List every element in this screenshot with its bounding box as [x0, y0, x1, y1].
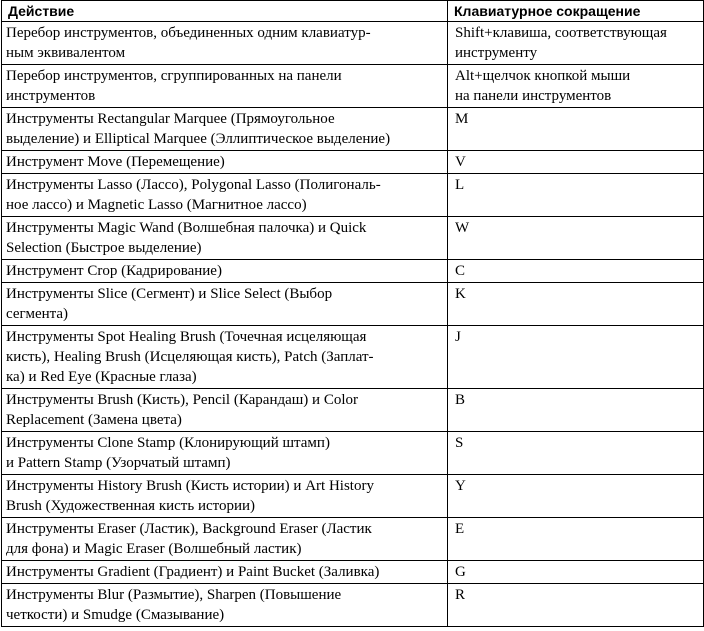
shortcut-cell: E: [448, 518, 704, 561]
header-action: Действие: [2, 1, 448, 22]
table-row: [2, 174, 704, 217]
shortcut-cell: V: [448, 151, 704, 174]
action-cell: Инструменты Magic Wand (Волшебная палочка) и Quick Selection (Быстрое выделение): [2, 217, 448, 260]
action-cell: Инструменты Slice (Сегмент) и Slice Select (Выбор сегмента): [2, 283, 448, 326]
action-cell: Инструменты Blur (Размытие), Sharpen (Повышение четкости) и Smudge (Смазывание): [2, 584, 448, 627]
shortcuts-table: [1, 0, 704, 627]
action-cell: Инструменты Clone Stamp (Клонирующий штамп) и Pattern Stamp (Узорчатый штамп): [2, 432, 448, 475]
shortcut-cell: C: [448, 260, 704, 283]
action-cell: Инструменты Eraser (Ластик), Background Eraser (Ластик для фона) и Magic Eraser (Волшебный ластик): [2, 518, 448, 561]
table-row: [2, 475, 704, 518]
header-row: [2, 1, 704, 22]
shortcut-cell: B: [448, 389, 704, 432]
table-row: [2, 22, 704, 65]
action-cell: Инструменты Gradient (Градиент) и Paint Bucket (Заливка): [2, 561, 448, 584]
shortcut-cell: W: [448, 217, 704, 260]
shortcut-cell: S: [448, 432, 704, 475]
table-row: [2, 260, 704, 283]
action-cell: Инструменты Rectangular Marquee (Прямоугольное выделение) и Elliptical Marquee (Эллиптическое выделение): [2, 108, 448, 151]
table-row: [2, 151, 704, 174]
shortcut-cell: R: [448, 584, 704, 627]
action-cell: Перебор инструментов, объединенных одним клавиатур- ным эквивалентом: [2, 22, 448, 65]
table-row: [2, 389, 704, 432]
shortcut-cell: Alt+щелчок кнопкой мыши на панели инструментов: [448, 65, 704, 108]
shortcut-cell: L: [448, 174, 704, 217]
shortcut-cell: M: [448, 108, 704, 151]
header-shortcut: Клавиатурное сокращение: [448, 1, 704, 22]
action-cell: Инструменты History Brush (Кисть истории) и Art History Brush (Художественная кисть истории): [2, 475, 448, 518]
table-row: [2, 108, 704, 151]
action-cell: Инструменты Lasso (Лассо), Polygonal Lasso (Полигональ- ное лассо) и Magnetic Lasso (Магнитное лассо): [2, 174, 448, 217]
shortcut-cell: Shift+клавиша, соответствующая инструменту: [448, 22, 704, 65]
shortcut-cell: G: [448, 561, 704, 584]
shortcut-cell: J: [448, 326, 704, 389]
table-row: [2, 326, 704, 389]
table-row: [2, 283, 704, 326]
action-cell: Инструмент Move (Перемещение): [2, 151, 448, 174]
action-cell: Инструмент Crop (Кадрирование): [2, 260, 448, 283]
table-row: [2, 584, 704, 627]
table-row: [2, 518, 704, 561]
table-row: [2, 217, 704, 260]
action-cell: Перебор инструментов, сгруппированных на панели инструментов: [2, 65, 448, 108]
shortcut-cell: Y: [448, 475, 704, 518]
table-row: [2, 65, 704, 108]
table-row: [2, 561, 704, 584]
shortcut-cell: K: [448, 283, 704, 326]
action-cell: Инструменты Brush (Кисть), Pencil (Карандаш) и Color Replacement (Замена цвета): [2, 389, 448, 432]
table-row: [2, 432, 704, 475]
action-cell: Инструменты Spot Healing Brush (Точечная исцеляющая кисть), Healing Brush (Исцеляющая кисть), Patch (Заплат- ка) и Red Eye (Красные глаза): [2, 326, 448, 389]
